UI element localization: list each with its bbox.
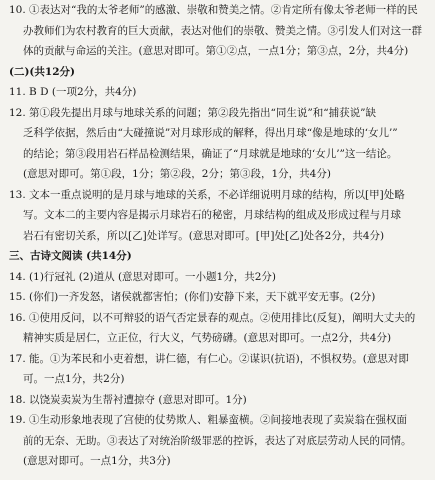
answer-line: 11. B D (一项2分，共4分) — [9, 86, 137, 98]
answer-line: 岩石有密切关系，所以[乙]处详写。(意思对即可。[甲]处[乙]处各2分，共4分) — [23, 229, 385, 242]
answer-line: 体的贡献与命运的关注。(意思对即可。第①②点，一点1分；第③点，2分，共4分) — [23, 45, 409, 57]
answer-line: 16. ①使用反问，以不可辩驳的语气否定景春的观点。②使用排比(反复)，阐明大丈夫的 — [9, 311, 416, 324]
section-heading: 三、古诗文阅读 (共14分) — [9, 250, 132, 262]
answer-line: 14. (1)行冠礼 (2)道从 (意思对即可。一小题1分，共2分) — [9, 270, 277, 283]
answer-line: 12. 第①段先提出月球与地球关系的问题；第②段先指出“同生说”和“捕获说”缺 — [9, 106, 377, 119]
answer-line: 13. 文本一重点说明的是月球与地球的关系，不必详细说明月球的结构，所以[甲]处略 — [9, 188, 405, 201]
answer-line: 办教师们为农村教育的巨大贡献，表达对他们的崇敬、赞美之情。③引发人们对这一群 — [23, 24, 422, 37]
section-heading: (二)(共12分) — [9, 65, 75, 78]
answer-line: 15. (你们)一齐发怒，诸侯就都害怕；(你们)安静下来，天下就平安无事。(2分) — [9, 291, 376, 303]
answer-line: 17. 能。①为苯民和小吏着想，讲仁德，有仁心。②谋识(抗语)，不惧权势。(意思对即 — [9, 352, 409, 365]
answer-line: 18. 以饶炭卖炭为生帮衬遭掠夺 (意思对即可。1分) — [9, 393, 247, 406]
answer-line: 写。文本二的主要内容是揭示月球岩石的秘密，月球结构的组成及形成过程与月球 — [23, 209, 401, 221]
answer-line: 乏科学依据，然后由“大碰撞说”对月球形成的解释，得出月球“像是地球的‘女儿’” — [23, 127, 398, 139]
answer-line: 10. ①表达对“我的太爷老师”的感激、崇敬和赞美之情。②肯定所有像太爷老师一样的民 — [9, 4, 418, 16]
answer-line: 精神实质是居仁，立正位，行大义，气势磅礴。(意思对即可。一点2分，共4分) — [23, 332, 392, 344]
answer-line: 前的无奈、无助。③表达了对统治阶级罪恶的控诉，表达了对底层劳动人民的同情。 — [23, 434, 412, 447]
answer-line: (意思对即可。第①段，1分；第②段，2分；第③段，1分，共4分) — [23, 168, 331, 180]
answer-line: 的结论；第③段用岩石样品检测结果，确证了“月球就是地球的‘女儿’”这一结论。 — [23, 147, 398, 160]
answer-line: 19. ①生动形象地表现了宫使的仗势欺人、粗暴蛮横。②间接地表现了卖炭翁在强权面 — [9, 414, 408, 426]
answer-line: 可。一点1分，共2分) — [23, 373, 125, 385]
answer-line: (意思对即可。一点1分，共3分) — [23, 455, 171, 467]
